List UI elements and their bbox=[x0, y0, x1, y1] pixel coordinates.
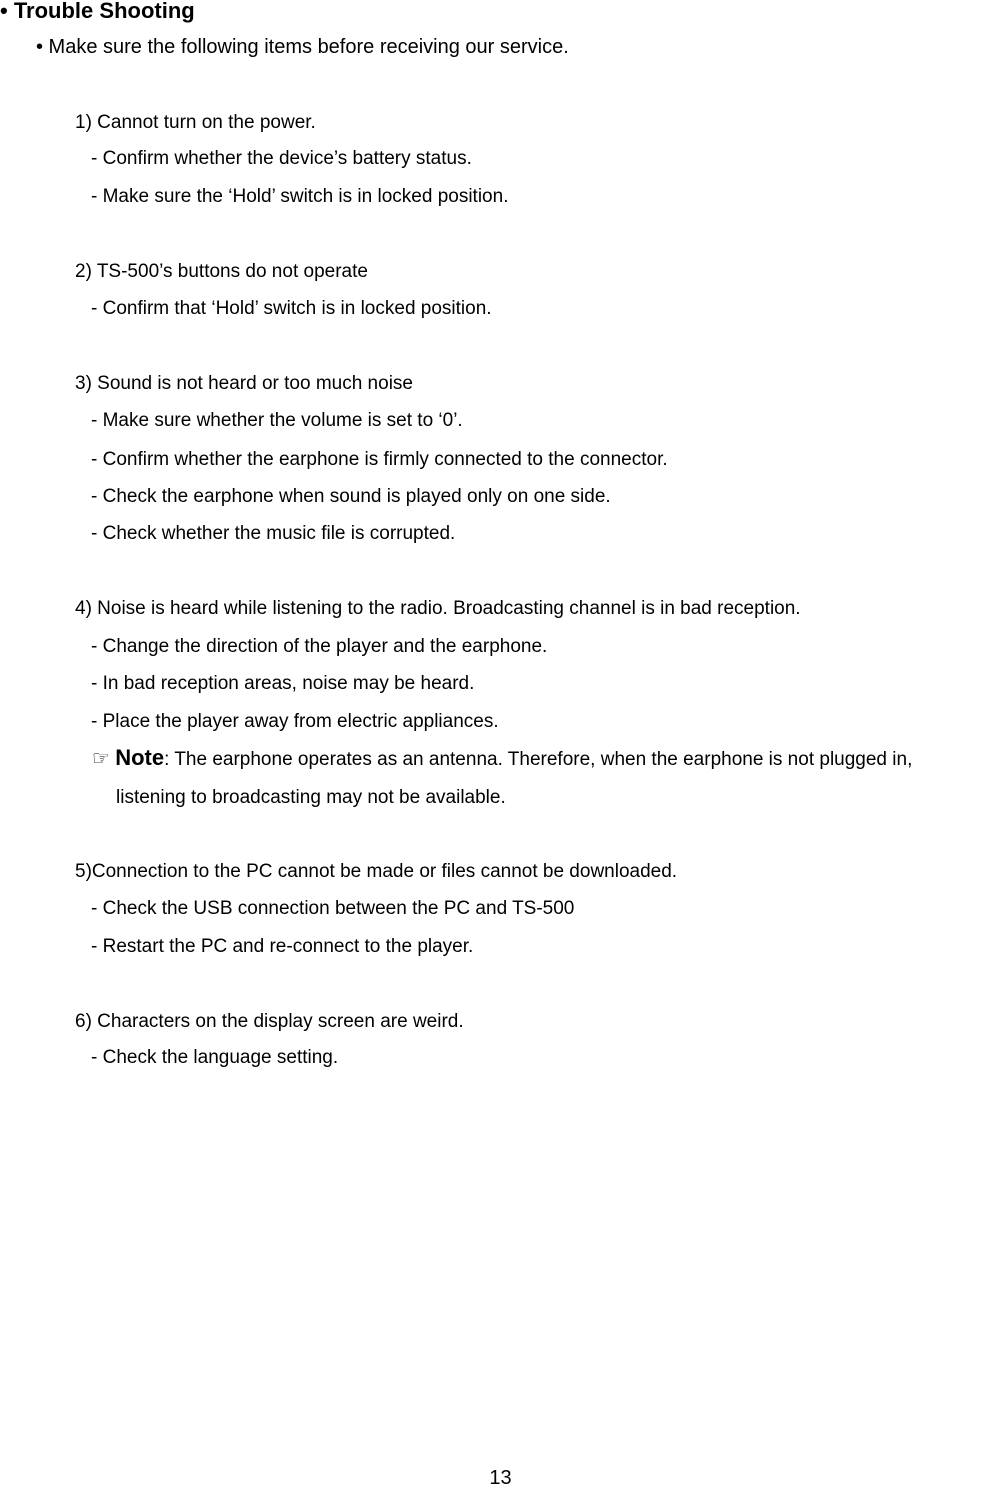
intro-text: • Make sure the following items before receiving our service. bbox=[36, 36, 569, 58]
section-title: 2) TS-500’s buttons do not operate bbox=[75, 261, 368, 282]
pointing-hand-icon: ☞ bbox=[92, 748, 110, 770]
note-continuation: listening to broadcasting may not be available. bbox=[116, 787, 506, 808]
note-text: : The earphone operates as an antenna. Therefore, when the earphone is not plugged in, bbox=[164, 749, 913, 770]
section-item: - Make sure the ‘Hold’ switch is in locked position. bbox=[91, 186, 509, 207]
section-item: - Check the USB connection between the PC and TS-500 bbox=[91, 898, 575, 919]
section-item: - In bad reception areas, noise may be heard. bbox=[91, 673, 475, 694]
page-heading bbox=[0, 0, 195, 22]
section-item: - Make sure whether the volume is set to ‘0’. bbox=[91, 410, 463, 431]
section-item: - Restart the PC and re-connect to the player. bbox=[91, 936, 474, 957]
section-item: - Check the earphone when sound is played only on one side. bbox=[91, 486, 611, 507]
note bbox=[92, 747, 912, 771]
section-title: 6) Characters on the display screen are weird. bbox=[75, 1011, 464, 1032]
section-item: - Confirm whether the device’s battery status. bbox=[91, 148, 472, 169]
section-item: - Confirm whether the earphone is firmly connected to the connector. bbox=[91, 449, 668, 470]
heading-bullet: • bbox=[0, 0, 8, 23]
section-title: 3) Sound is not heard or too much noise bbox=[75, 373, 413, 394]
section-item: - Place the player away from electric appliances. bbox=[91, 711, 499, 732]
section-title: 1) Cannot turn on the power. bbox=[75, 112, 316, 133]
page-number: 13 bbox=[489, 1467, 512, 1489]
section-item: - Check whether the music file is corrupted. bbox=[91, 523, 456, 544]
section-title: 4) Noise is heard while listening to the radio. Broadcasting channel is in bad reception. bbox=[75, 598, 801, 619]
heading-title: Trouble Shooting bbox=[13, 0, 195, 23]
section-title: 5)Connection to the PC cannot be made or files cannot be downloaded. bbox=[75, 861, 678, 882]
section-item: - Confirm that ‘Hold’ switch is in locked position. bbox=[91, 298, 492, 319]
note-label: Note bbox=[115, 745, 165, 770]
section-item: - Change the direction of the player and the earphone. bbox=[91, 636, 548, 657]
section-item: - Check the language setting. bbox=[91, 1047, 339, 1068]
